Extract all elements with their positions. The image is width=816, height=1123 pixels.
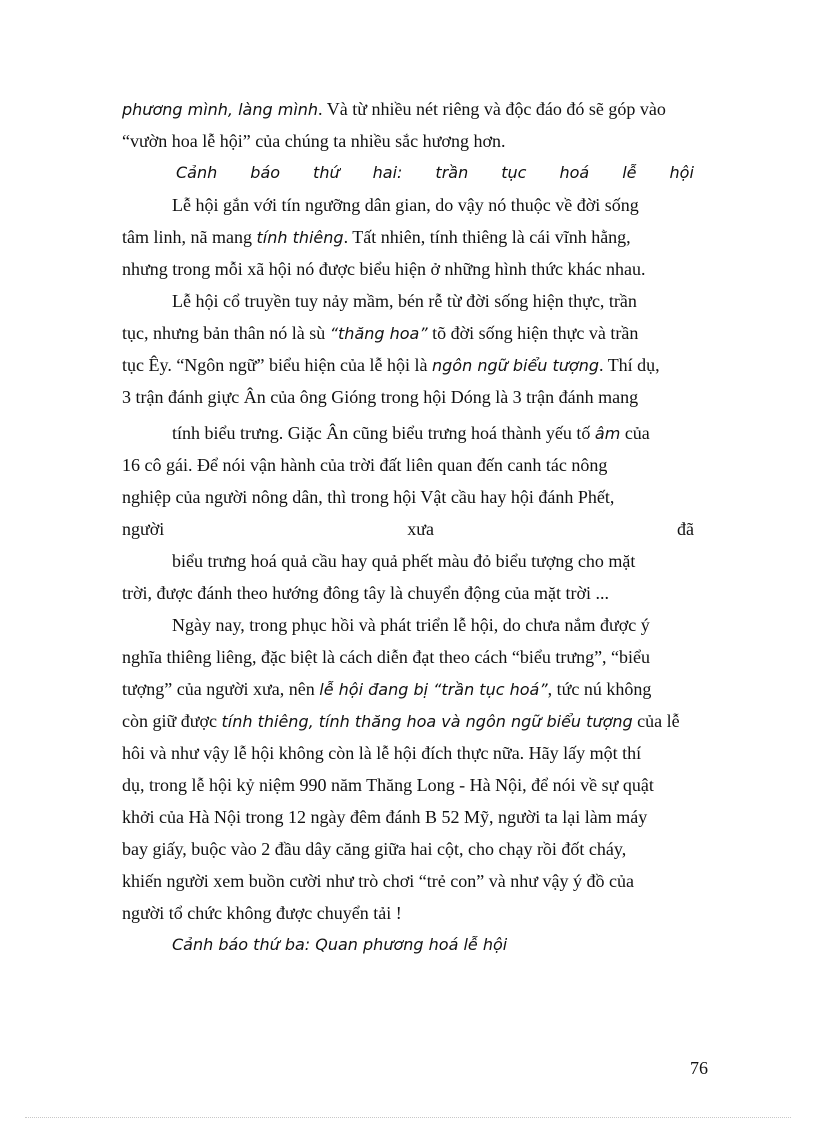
text-line-14 [122,518,694,540]
text-line-24: bay giấy, buộc vào 2 đầu dây căng giữa hai cột, cho chạy rồi đốt cháy, [122,839,627,859]
word: Cảnh [176,163,218,182]
text-line-20: còn giữ được tính thiêng, tính thăng hoa và ngôn ngữ biểu tượng của lễ [122,711,680,731]
text-line-19: tượng” của người xưa, nên lễ hội đang bị “trần tục hoá”, tức nú không [122,679,652,699]
text-line-13: nghiệp của người nông dân, thì trong hội Vật cầu hay hội đánh Phết, [122,487,615,507]
text-line-25: khiến người xem buồn cười như trò chơi “trẻ con” và như vậy ý đồ của [122,871,634,891]
text-line-5: tâm linh, nã mang tính thiêng. Tất nhiên, tính thiêng là cái vĩnh hằng, [122,227,631,247]
word: báo [250,163,281,182]
text-line-2: “vườn hoa lễ hội” của chúng ta nhiều sắc hương hơn. [122,131,506,151]
text-line-10: 3 trận đánh giực Ân của ông Gióng trong hội Dóng là 3 trận đánh mang [122,387,639,407]
section-heading-third-warning: Cảnh báo thứ ba: Quan phương hoá lễ hội [172,935,508,954]
text-line-7: Lễ hội cổ truyền tuy nảy mầm, bén rễ từ đời sống hiện thực, trần [172,291,637,311]
page-number: 76 [690,1058,708,1078]
section-heading-second-warning [176,162,694,184]
word: tục [501,163,527,182]
word: hội [669,163,694,182]
text-line-21: hôi và như vậy lễ hội không còn là lễ hội đích thực nữa. Hãy lấy một thí [122,743,642,763]
word: hoá [559,163,590,182]
text-line-4: Lễ hội gắn với tín ngưỡng dân gian, do vậy nó thuộc về đời sống [172,195,639,215]
word: lễ [622,163,637,182]
word: thứ [313,163,340,182]
text-line-26: người tổ chức không được chuyển tải ! [122,903,402,923]
text-line-11: tính biểu trưng. Giặc Ân cũng biểu trưng hoá thành yếu tố âm của [172,423,650,443]
word: người [122,519,165,539]
text-line-15: biểu trưng hoá quả cầu hay quả phết màu đỏ biểu tượng cho mặt [172,551,636,571]
footer-divider [25,1117,791,1118]
text-line-22: dụ, trong lễ hội kỷ niệm 990 năm Thăng Long - Hà Nội, để nói về sự quật [122,775,654,795]
word: hai: [372,163,403,182]
text-line-16: trời, được đánh theo hướng đông tây là chuyển động của mặt trời ... [122,583,609,603]
text-line-23: khởi của Hà Nội trong 12 ngày đêm đánh B 52 Mỹ, người ta lại làm máy [122,807,648,827]
text-line-8: tục, nhưng bản thân nó là sù “thăng hoa” tõ đời sống hiện thực và trần [122,323,639,343]
text-line-9: tục Êy. “Ngôn ngữ” biểu hiện của lễ hội là ngôn ngữ biểu tượng. Thí dụ, [122,355,660,375]
text-line-1: phương mình, làng mình. Và từ nhiều nét riêng và độc đáo đó sẽ góp vào [122,99,666,119]
text-line-12: 16 cô gái. Để nói vận hành của trời đất liên quan đến canh tác nông [122,455,608,475]
word: xưa [407,519,435,539]
word: trần [435,163,469,182]
text-line-18: nghĩa thiêng liêng, đặc biệt là cách diễn đạt theo cách “biểu trưng”, “biểu [122,647,651,667]
text-line-6: nhưng trong mỗi xã hội nó được biểu hiện ở những hình thức khác nhau. [122,259,646,279]
text-line-17: Ngày nay, trong phục hồi và phát triển lễ hội, do chưa nắm được ý [172,615,650,635]
word: đã [677,519,694,539]
